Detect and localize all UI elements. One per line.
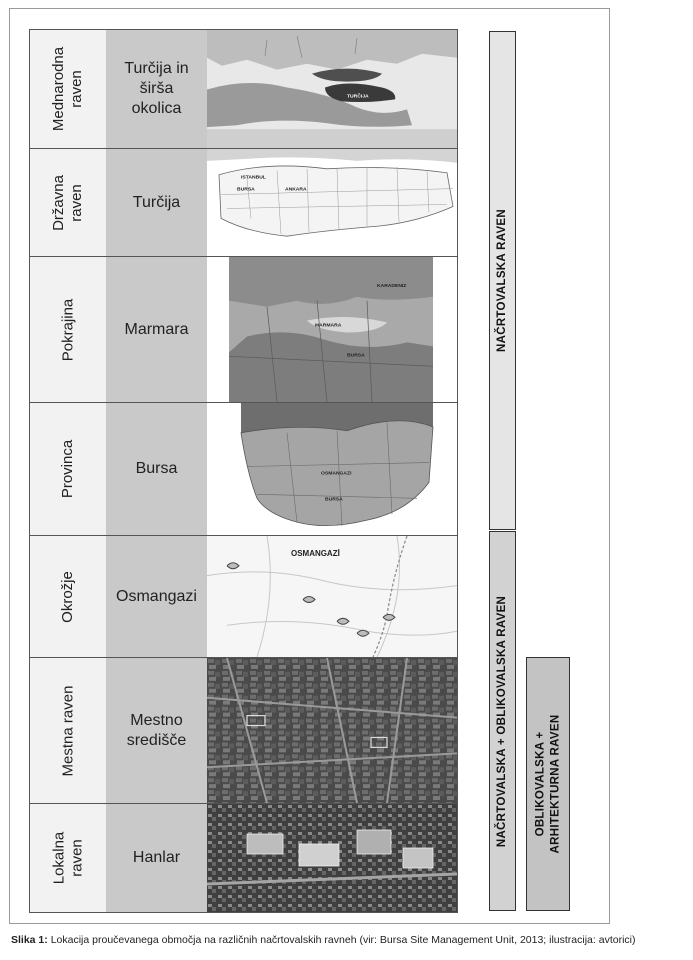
level-cell xyxy=(30,149,107,256)
world-region-map xyxy=(207,30,457,148)
area-name: Marmara xyxy=(106,257,208,402)
bar-label: NAČRTOVALSKA + OBLIKOVALSKA RAVEN xyxy=(496,595,508,847)
caption-text: Lokacija proučevanega območja na različnih načrtovalskih ravneh (vir: Bursa Site Management Unit, 2013; ilustracija: avtorici) xyxy=(47,934,636,946)
map-label: ANKARA xyxy=(285,187,307,193)
level-label: Lokalna raven xyxy=(49,831,85,885)
area-name: Turčija in širša okolica xyxy=(106,30,208,148)
caption-label: Slika 1: xyxy=(11,934,48,946)
map-label: BURSA xyxy=(325,496,343,503)
bar-label: NAČRTOVALSKA RAVEN xyxy=(496,209,509,352)
map-label: BURSA xyxy=(347,352,365,359)
table-row xyxy=(30,257,457,403)
map-label: ISTANBUL xyxy=(241,175,266,181)
table-row xyxy=(30,536,457,658)
area-name: Osmangazi xyxy=(106,536,208,657)
level-cell xyxy=(30,658,107,803)
aerial-photo-city-center xyxy=(207,658,457,803)
province-map xyxy=(207,403,457,535)
map-label: OSMANGAZI xyxy=(321,470,352,477)
area-name: Bursa xyxy=(106,403,208,535)
level-label: Mestna raven xyxy=(59,685,77,776)
district-map xyxy=(207,536,457,657)
level-label: Državna raven xyxy=(49,174,85,231)
level-cell xyxy=(30,536,107,657)
bar-label: OBLIKOVALSKA + ARHITEKTURNA RAVEN xyxy=(534,714,561,854)
level-cell xyxy=(30,30,107,148)
regional-map xyxy=(207,257,457,402)
map-label: BURSA xyxy=(237,187,255,193)
country-map xyxy=(207,149,457,256)
map-label: KARADENIZ xyxy=(377,282,407,289)
map-label: TURČIJA xyxy=(347,94,369,100)
level-label: Okrožje xyxy=(59,570,76,623)
map-label: OSMANGAZİ xyxy=(291,548,340,558)
planning-level-bar xyxy=(489,31,516,530)
table-row xyxy=(30,149,457,257)
table-row xyxy=(30,403,457,536)
planning-design-level-bar xyxy=(489,531,516,911)
aerial-photo-hanlar xyxy=(207,804,457,912)
level-label: Mednarodna raven xyxy=(50,46,86,132)
figure-caption xyxy=(11,934,691,947)
table-row xyxy=(30,658,457,804)
design-architecture-level-bar xyxy=(526,657,570,911)
area-name: Turčija xyxy=(106,149,208,256)
table-row xyxy=(30,30,457,149)
area-name: Hanlar xyxy=(106,804,208,912)
level-label: Provinca xyxy=(58,439,76,499)
table-row xyxy=(30,804,457,912)
level-cell xyxy=(30,403,107,535)
map-label: MARMARA xyxy=(315,322,342,329)
levels-table xyxy=(29,29,458,913)
level-cell xyxy=(30,804,107,912)
level-label: Pokrajina xyxy=(58,298,76,361)
level-cell xyxy=(30,257,107,402)
area-name: Mestno središče xyxy=(106,658,208,803)
